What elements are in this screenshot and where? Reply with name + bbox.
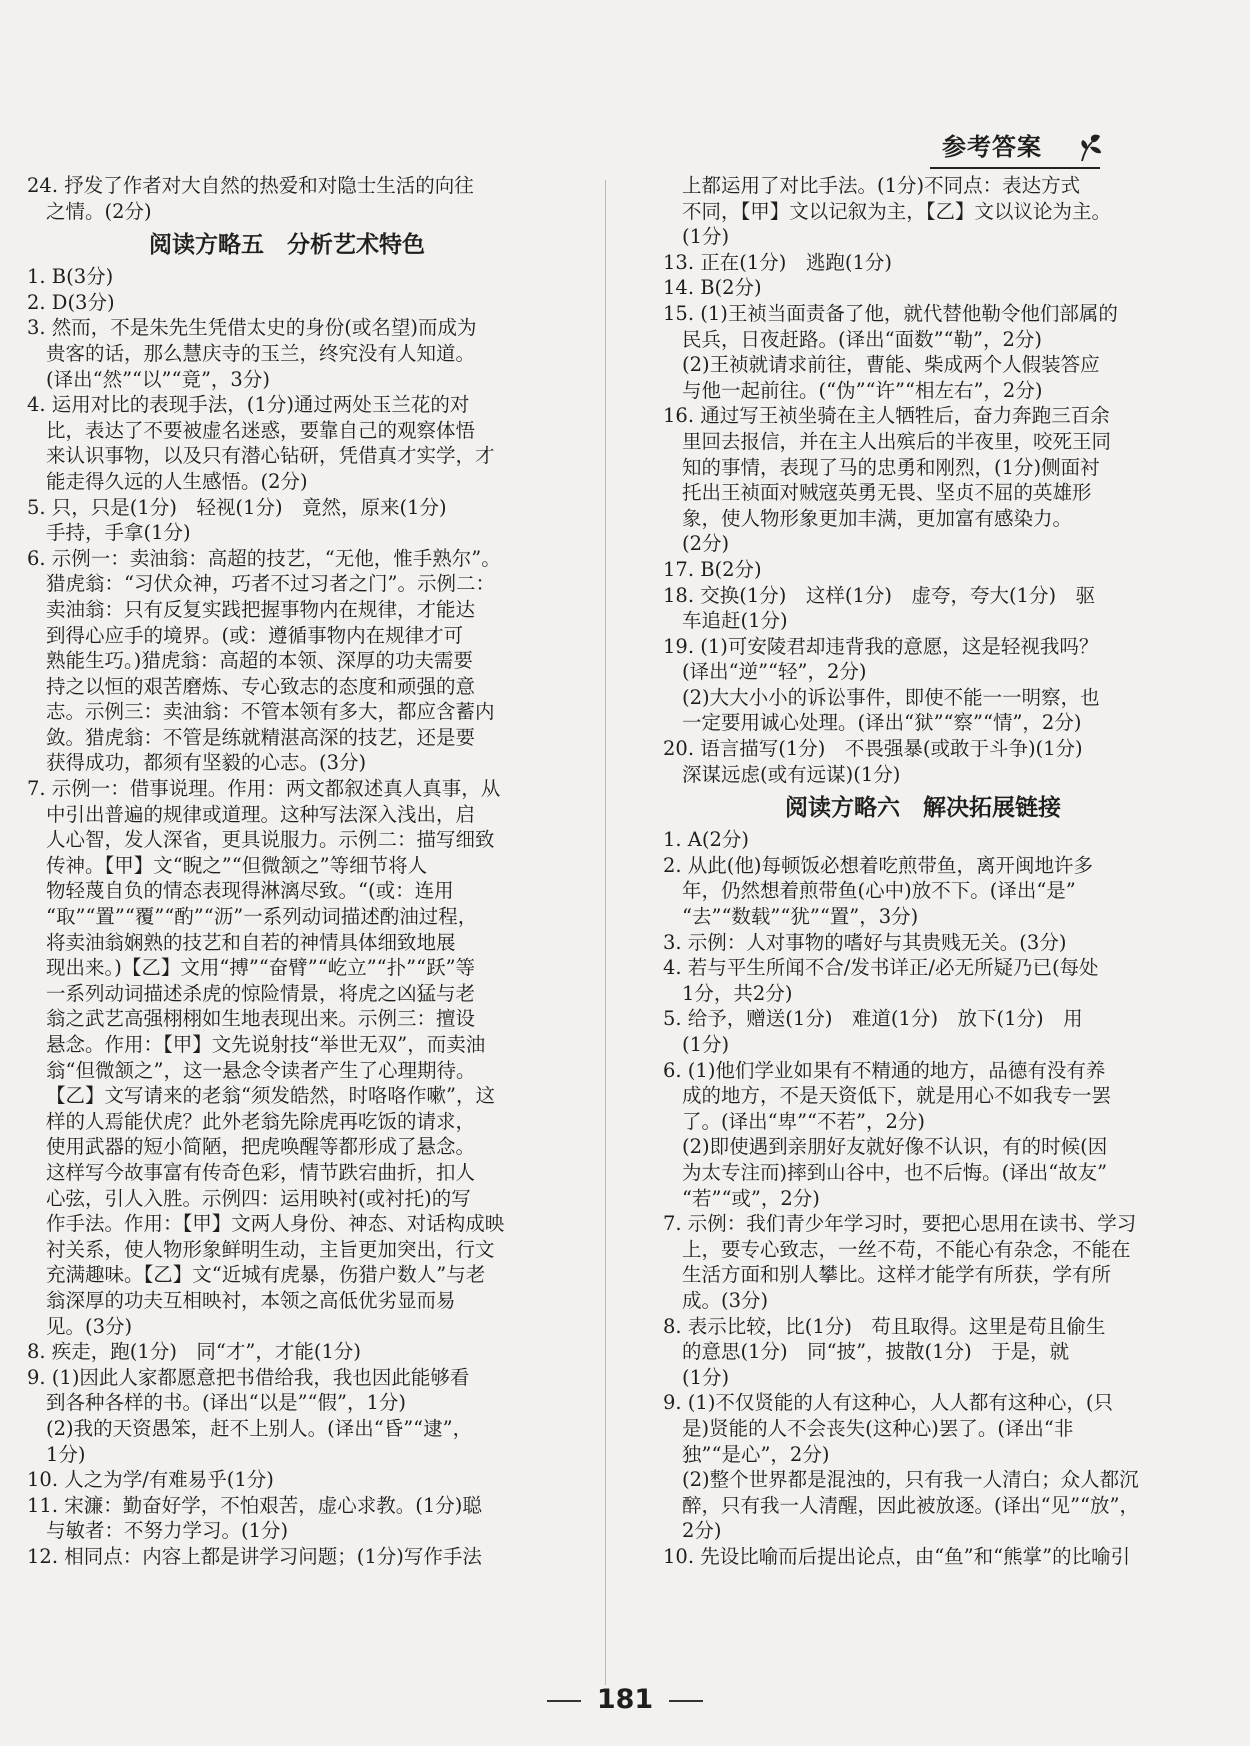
answer-continuation-line: 一定要用诚心处理。(译出“狱”“察”“情”，2分) [682, 711, 1082, 735]
answer-line: 12. 相同点：内容上都是讲学习问题；(1分)写作手法 [27, 1544, 482, 1568]
page-number-dash-left [547, 1700, 581, 1702]
answer-continuation-line: 人心智，发人深省，更具说服力。示例二：描写细致 [46, 828, 495, 852]
page-header [930, 127, 1100, 173]
answer-line: 20. 语言描写(1分) 不畏强暴(或敢于斗争)(1分) [663, 737, 1083, 761]
answer-continuation-line: 独”“是心”，2分) [682, 1442, 830, 1466]
answer-continuation-line: 与他一起前往。(“伪”“许”“相左右”，2分) [682, 378, 1043, 402]
answer-continuation-line: 心弦，引人入胜。示例四：运用映衬(或衬托)的写 [46, 1186, 471, 1210]
answer-line: 1. A(2分) [663, 828, 750, 852]
answer-line: 9. (1)不仅贤能的人有这种心，人人都有这种心，(只 [663, 1391, 1114, 1415]
answer-continuation-line: (译出“逆”“轻”，2分) [682, 660, 867, 684]
answer-continuation-line: 【乙】文写请来的老翁“须发皓然，时咯咯作嗽”，这 [46, 1084, 495, 1108]
answer-line: 13. 正在(1分) 逃跑(1分) [663, 250, 892, 274]
answer-line: 3. 然而，不是朱先生凭借太史的身份(或名望)而成为 [27, 316, 477, 340]
answer-continuation-line: 上，要专心致志，一丝不苟，不能心有杂念，不能在 [682, 1237, 1131, 1261]
left-column [27, 173, 547, 1569]
section-heading: 阅读方略五 分析艺术特色 [149, 232, 425, 259]
answer-continuation-line: “取”“置”“覆”“酌”“沥”一系列动词描述酌油过程， [46, 905, 478, 929]
answer-continuation-line: 持之以恒的艰苦磨炼、专心致志的态度和顽强的意 [46, 674, 476, 698]
answer-continuation-line: 成。(3分) [682, 1288, 769, 1312]
answer-line: 4. 若与平生所闻不合/发书详正/必无所疑乃已(每处 [663, 956, 1099, 980]
page-number-value: 181 [596, 1684, 654, 1715]
answer-line: 24. 抒发了作者对大自然的热爱和对隐士生活的向往 [27, 174, 474, 197]
answer-continuation-line: 的意思(1分) 同“披”，披散(1分) 于是，就 [682, 1340, 1070, 1364]
answer-continuation-line: 不同，【甲】文以记叙为主，【乙】文以议论为主。 [682, 199, 1112, 223]
answer-line: 6. (1)他们学业如果有不精通的地方，品德有没有养 [663, 1058, 1106, 1082]
answer-line: 7. 示例：我们青少年学习时，要把心思用在读书、学习 [663, 1212, 1137, 1236]
answer-continuation-line: 传神。【甲】文“睨之”“但微颔之”等细节将人 [46, 853, 428, 877]
answer-continuation-line: (1分) [682, 1365, 730, 1389]
answer-continuation-line: (2)大大小小的诉讼事件，即使不能一一明察，也 [682, 685, 1100, 709]
answer-continuation-line: 翁深厚的功夫互相映衬，本领之高低优劣显而易 [46, 1288, 456, 1312]
answer-line: 19. (1)可安陵君却违背我的意愿，这是轻视我吗？ [663, 634, 1099, 658]
answer-continuation-line: 充满趣味。【乙】文“近城有虎暴，伤猎户数人”与老 [46, 1263, 486, 1287]
answer-continuation-line: 知的事情，表现了马的忠勇和刚烈，(1分)侧面衬 [682, 455, 1100, 479]
header-underline [930, 167, 1100, 169]
answer-continuation-line: 衬关系，使人物形象鲜明生动，主旨更加突出，行文 [46, 1237, 495, 1261]
answer-continuation-line: “去”“数载”“犹”“置”，3分) [682, 905, 919, 929]
answer-continuation-line: 猎虎翁：“习伏众神，巧者不过习者之门”。示例二： [46, 572, 495, 596]
answer-continuation-line: 象，使人物形象更加丰满，更加富有感染力。 [682, 506, 1073, 530]
answer-continuation-line: (2)我的天资愚笨，赶不上别人。(译出“昏”“逮”， [46, 1416, 473, 1440]
answer-continuation-line: 年，仍然想着煎带鱼(心中)放不下。(译出“是” [682, 879, 1076, 903]
answer-continuation-line: 卖油翁：只有反复实践把握事物内在规律，才能达 [46, 597, 476, 621]
answer-continuation-line: “若”“或”，2分) [682, 1186, 820, 1210]
answer-continuation-line: 样的人焉能伏虎？此外老翁先除虎再吃饭的请求， [46, 1109, 476, 1133]
answer-continuation-line: (1分) [682, 1033, 730, 1056]
answer-continuation-line: 醉，只有我一人清醒，因此被放逐。(译出“见”“放”， [682, 1493, 1139, 1517]
answer-line: 3. 示例：人对事物的嗜好与其贵贱无关。(3分) [663, 930, 1067, 954]
answer-continuation-line: 这样写今故事富有传奇色彩，情节跌宕曲折，扣人 [46, 1160, 476, 1184]
answer-line: 14. B(2分) [663, 276, 762, 300]
answer-continuation-line: 是)贤能的人不会丧失(这种心)罢了。(译出“非 [682, 1416, 1074, 1440]
answer-continuation-line: 1分) [46, 1442, 86, 1466]
answer-line: 2. D(3分) [27, 290, 115, 314]
answer-continuation-line: 作手法。作用：【甲】文两人身份、神态、对话构成映 [46, 1212, 505, 1236]
page-number-dash-right [669, 1700, 703, 1702]
answer-continuation-line: (2)整个世界都是混浊的，只有我一人清白；众人都沉 [682, 1468, 1139, 1492]
answer-continuation-line: 一系列动词描述杀虎的惊险情景，将虎之凶猛与老 [46, 981, 476, 1005]
answer-continuation-line: 志。示例三：卖油翁：不管本领有多大，都应含蓄内 [46, 700, 495, 724]
page-number [520, 1684, 730, 1715]
right-column [663, 173, 1183, 1569]
answer-continuation-line: 车追赶(1分) [682, 609, 788, 633]
answer-continuation-line: 为太专注而)摔到山谷中，也不后悔。(译出“故友” [682, 1160, 1108, 1184]
answer-continuation-line: 托出王祯面对贼寇英勇无畏、坚贞不屈的英雄形 [682, 481, 1092, 505]
answer-continuation-line: 成的地方，不是天资低下，就是用心不如我专一罢 [682, 1084, 1112, 1108]
answer-continuation-line: 来认识事物，以及只有潜心钻研，凭借真才实学，才 [46, 444, 495, 468]
answer-line: 8. 疾走，跑(1分) 同“才”，才能(1分) [27, 1340, 361, 1364]
answer-line: 7. 示例一：借事说理。作用：两文都叙述真人真事，从 [27, 777, 501, 801]
answer-continuation-line: 中引出普遍的规律或道理。这种写法深入浅出，启 [46, 802, 476, 826]
answer-line: 18. 交换(1分) 这样(1分) 虚夸，夸大(1分) 驱 [663, 583, 1096, 607]
answer-continuation-line: (2)王祯就请求前往，曹能、柴成两个人假装答应 [682, 353, 1100, 377]
answer-continuation-line: 手持，手拿(1分) [46, 521, 191, 545]
answer-line: 9. (1)因此人家都愿意把书借给我，我也因此能够看 [27, 1365, 470, 1389]
answer-line: 10. 先设比喻而后提出论点，由“鱼”和“熊掌”的比喻引 [663, 1544, 1131, 1568]
header-title: 参考答案 [942, 133, 1042, 161]
answer-continuation-line: 到各种各样的书。(译出“以是”“假”，1分) [46, 1391, 406, 1415]
answer-continuation-line: 生活方面和别人攀比。这样才能学有所获，学有所 [682, 1263, 1112, 1287]
section-heading: 阅读方略六 解决拓展链接 [785, 795, 1061, 822]
answer-line: 17. B(2分) [663, 557, 762, 581]
answer-continuation-line: 敛。猎虎翁：不管是练就精湛高深的技艺，还是要 [46, 725, 476, 749]
answer-continuation-line: (1分) [682, 225, 730, 249]
answer-continuation-line: (2)即使遇到亲朋好友就好像不认识，有的时候(因 [682, 1135, 1108, 1159]
answer-continuation-line: 上都运用了对比手法。(1分)不同点：表达方式 [682, 174, 1081, 197]
answer-continuation-line: (译出“然”“以”“竟”，3分) [46, 367, 270, 391]
answer-continuation-line: 贵客的话，那么慧庆寺的玉兰，终究没有人知道。 [46, 341, 476, 365]
answer-line: 15. (1)王祯当面责备了他，就代替他勒令他们部属的 [663, 301, 1118, 325]
answer-line: 5. 给予，赠送(1分) 难道(1分) 放下(1分) 用 [663, 1007, 1083, 1031]
answer-continuation-line: 现出来。)【乙】文用“搏”“奋臂”“屹立”“扑”“跃”等 [46, 956, 476, 980]
answer-line: 2. 从此(他)每顿饭必想着吃煎带鱼，离开闽地许多 [663, 853, 1094, 877]
answer-line: 1. B(3分) [27, 265, 114, 289]
answer-line: 11. 宋濂：勤奋好学，不怕艰苦，虚心求教。(1分)聪 [27, 1493, 482, 1517]
answer-continuation-line: 与敏者：不努力学习。(1分) [46, 1519, 289, 1543]
answer-continuation-line: 深谋远虑(或有远谋)(1分) [682, 762, 901, 786]
answer-continuation-line: 2分) [682, 1519, 722, 1543]
answer-continuation-line: 民兵，日夜赶路。(译出“面数”“勒”，2分) [682, 327, 1042, 351]
answer-line: 6. 示例一：卖油翁：高超的技艺，“无他，惟手熟尔”。 [27, 546, 501, 570]
answer-continuation-line: 到得心应手的境界。(或：遵循事物内在规律才可 [46, 623, 464, 647]
answer-continuation-line: 翁之武艺高强栩栩如生地表现出来。示例三：擅设 [46, 1007, 476, 1031]
answer-continuation-line: 比，表达了不要被虚名迷惑，要靠自己的观察体悟 [46, 418, 476, 442]
answer-continuation-line: 将卖油翁娴熟的技艺和自若的神情具体细致地展 [46, 930, 456, 954]
answer-line: 4. 运用对比的表现手法，(1分)通过两处玉兰花的对 [27, 393, 470, 417]
answer-continuation-line: 1分，共2分) [682, 981, 793, 1005]
answer-line: 16. 通过写王祯坐骑在主人牺牲后，奋力奔跑三百余 [663, 404, 1110, 428]
answer-line: 10. 人之为学/有难易乎(1分) [27, 1468, 274, 1492]
answer-continuation-line: 使用武器的短小简陋，把虎唤醒等都形成了悬念。 [46, 1135, 476, 1159]
answer-line: 5. 只，只是(1分) 轻视(1分) 竟然，原来(1分) [27, 495, 447, 519]
answer-continuation-line: 悬念。作用：【甲】文先说射技“举世无双”，而卖油 [46, 1033, 486, 1056]
answer-continuation-line: 获得成功，都须有坚毅的心志。(3分) [46, 751, 367, 775]
answer-line: 8. 表示比较，比(1分) 苟且取得。这里是苟且偷生 [663, 1314, 1106, 1338]
leaf-icon [1078, 133, 1104, 163]
column-divider [605, 180, 606, 1685]
answer-continuation-line: 物轻蔑自负的情态表现得淋漓尽致。“(或：连用 [46, 879, 454, 903]
answer-continuation-line: 之情。(2分) [46, 199, 152, 223]
answer-continuation-line: 了。(译出“卑”“不若”，2分) [682, 1109, 925, 1133]
answer-continuation-line: 里回去报信，并在主人出殡后的半夜里，咬死王同 [682, 429, 1112, 453]
answer-continuation-line: 翁“但微颔之”，这一悬念令读者产生了心理期待。 [46, 1058, 476, 1082]
answer-continuation-line: 能走得久远的人生感悟。(2分) [46, 469, 308, 493]
answer-continuation-line: 见。(3分) [46, 1314, 133, 1338]
answer-continuation-line: 熟能生巧。)猎虎翁：高超的本领、深厚的功夫需要 [46, 649, 473, 673]
answer-continuation-line: (2分) [682, 532, 730, 556]
